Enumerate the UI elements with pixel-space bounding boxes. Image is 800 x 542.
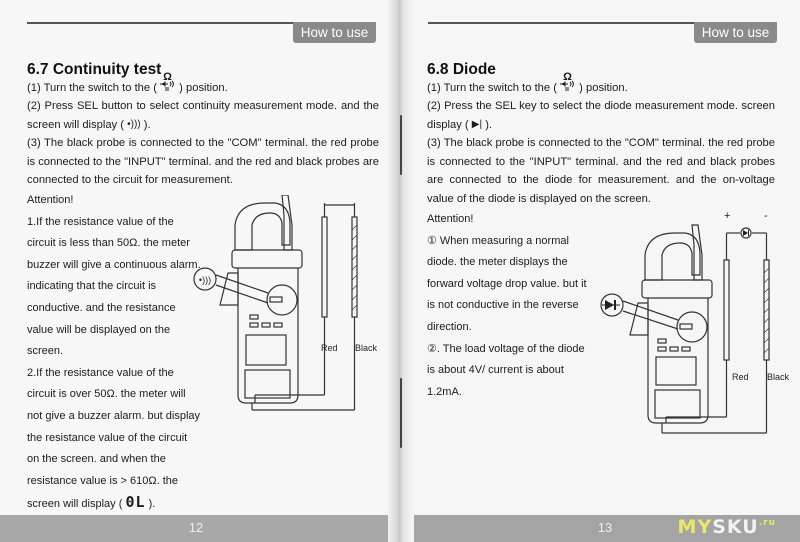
black-label: Black [767, 372, 790, 382]
step-3: (3) The black probe is connected to the "COM" terminal. the red probe is connected to the "INPUT" terminal. and the red and black probes are connected to the circuit for measurement. [27, 137, 379, 187]
range-switch-icon [160, 71, 176, 91]
page-number: 12 [188, 520, 204, 535]
attention-line: on the screen. and when the [27, 453, 166, 466]
page-number: 13 [597, 520, 613, 535]
attention-line: not give a buzzer alarm. but display [27, 409, 201, 422]
section-heading: 6.7 Continuity test [27, 61, 162, 78]
attention-line: circuit is less than 50Ω. the meter [27, 237, 190, 250]
red-label: Red [321, 343, 338, 353]
book-gutter [388, 0, 414, 542]
omega-glyph: Ω [563, 71, 572, 83]
attention-line-ol [27, 492, 207, 516]
attention-line: value will be displayed on the [27, 323, 171, 336]
diode-icon: ▶| [471, 118, 483, 130]
attention-line: conductive. and the resistance [27, 301, 176, 314]
step-text: ). [485, 118, 493, 131]
lcd-screen [656, 357, 696, 385]
step-3: (3) The black probe is connected to the "COM" terminal. the red probe is connected to the "INPUT" terminal. and the red and black probes are connected to the diode for measurement. and the on-voltage value of the diode is displayed on the screen. [427, 137, 775, 205]
step-text: (2) Press SEL button to select continuity measurement mode. and the screen will display ( [27, 100, 379, 131]
right-page [400, 0, 800, 542]
attention-line: resistance value is > 610Ω. the [27, 474, 179, 487]
attention-line: is about 4V/ current is about [427, 364, 564, 377]
attention-block [27, 190, 207, 516]
attention-line: diode. the meter displays the [427, 256, 568, 269]
attention-line: buzzer will give a continuous alarm. [27, 258, 201, 271]
attention-line: forward voltage drop value. but it [427, 277, 587, 290]
instruction-steps [427, 71, 775, 208]
continuity-icon: •))) [127, 118, 141, 130]
attention-text: ). [148, 498, 156, 511]
section-tab: How to use [293, 22, 376, 43]
attention-line: screen. [27, 345, 64, 358]
step-text: ). [143, 118, 151, 131]
black-probe [352, 217, 357, 317]
attention-line: circuit is over 50Ω. the meter will [27, 388, 186, 401]
step-2 [427, 97, 775, 134]
section-tab: How to use [694, 22, 777, 43]
lcd-screen [246, 335, 286, 365]
watermark-ru: .ru [758, 518, 776, 528]
attention-text: screen will display ( [27, 498, 123, 511]
meter-body [232, 250, 302, 268]
attention-line: ②. The load voltage of the diode [427, 342, 585, 355]
range-switch-icon [560, 71, 576, 91]
attention-line: 1.2mA. [427, 385, 462, 398]
staple [400, 115, 402, 175]
step-2 [27, 97, 379, 134]
attention-line: is not conductive in the reverse [427, 299, 579, 312]
staple [400, 378, 402, 448]
clamp-meter-diode-diagram [590, 205, 790, 445]
section-heading: 6.8 Diode [427, 61, 496, 78]
instruction-steps [27, 71, 379, 190]
attention-title: Attention! [27, 194, 74, 206]
step-text: ) position. [579, 82, 628, 94]
red-probe [724, 260, 729, 360]
step-text: (2) Press the SEL key to select the diode measurement mode. screen display ( [427, 100, 775, 131]
red-label: Red [732, 372, 749, 382]
attention-line: 2.If the resistance value of the [27, 366, 174, 379]
step-1 [27, 71, 379, 97]
attention-line: 1.If the resistance value of the [27, 215, 174, 228]
page-footer [0, 515, 392, 542]
minus-label: - [764, 210, 768, 222]
watermark-logo [678, 517, 776, 539]
meter-body [642, 280, 712, 298]
attention-block [427, 209, 597, 403]
page-footer [410, 515, 800, 542]
attention-title: Attention! [427, 213, 474, 225]
watermark-sku: SKU [712, 516, 759, 538]
black-probe [764, 260, 769, 360]
step-text: (1) Turn the switch to the ( [427, 82, 557, 94]
clamp-jaw [235, 203, 290, 250]
black-label: Black [355, 343, 378, 353]
step-text: (1) Turn the switch to the ( [27, 82, 157, 94]
watermark-my: MY [677, 516, 713, 538]
plus-label: + [724, 210, 731, 222]
clamp-meter-continuity-diagram [190, 195, 390, 425]
ol-display-glyph: 0L [125, 493, 146, 512]
attention-line: indicating that the circuit is [27, 280, 157, 293]
attention-line: direction. [427, 320, 472, 333]
attention-line: the resistance value of the circuit [27, 431, 188, 444]
red-probe [322, 217, 327, 317]
step-1 [427, 71, 775, 97]
attention-line: ① When measuring a normal [427, 234, 569, 247]
clamp-jaw [645, 233, 700, 280]
step-text: ) position. [179, 82, 228, 94]
continuity-callout-glyph: •))) [198, 275, 212, 285]
omega-glyph: Ω [163, 71, 172, 83]
